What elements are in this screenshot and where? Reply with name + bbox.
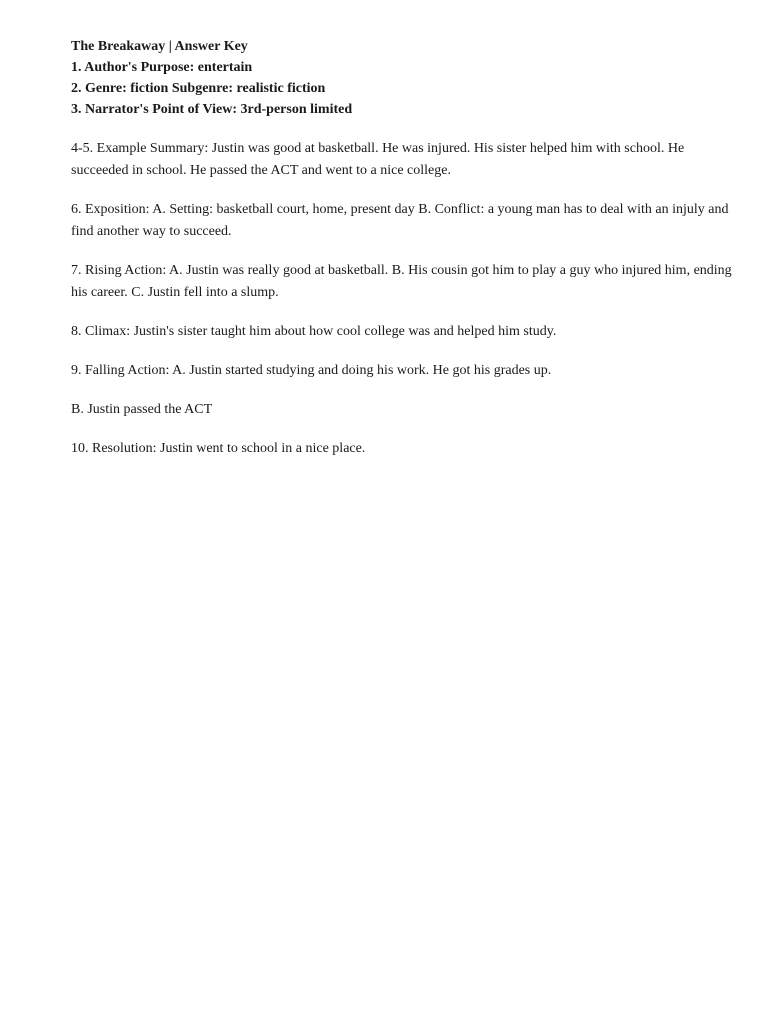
answer-key-header (71, 36, 743, 120)
climax: 8. Climax: Justin's sister taught him about how cool college was and helped him study. (71, 324, 557, 339)
narrator-point-of-view: 3. Narrator's Point of View: 3rd-person limited (71, 102, 353, 117)
genre: 2. Genre: fiction Subgenre: realistic fiction (71, 81, 326, 96)
exposition: 6. Exposition: A. Setting: basketball court, home, present day B. Conflict: a young man has to deal with an injuly and find another way to succeed. (71, 202, 729, 239)
falling-action-b: B. Justin passed the ACT (71, 402, 213, 417)
resolution: 10. Resolution: Justin went to school in a nice place. (71, 441, 366, 456)
rising-action: 7. Rising Action: A. Justin was really good at basketball. B. His cousin got him to play a guy who injured him, ending his career. C. Justin fell into a slump. (71, 263, 732, 300)
example-summary: 4-5. Example Summary: Justin was good at basketball. He was injured. His sister helped him with school. He succeeded in school. He passed the ACT and went to a nice college. (71, 141, 685, 178)
document-title: The Breakaway | Answer Key (71, 39, 248, 54)
document-page (71, 36, 743, 477)
authors-purpose: 1. Author's Purpose: entertain (71, 60, 253, 75)
falling-action: 9. Falling Action: A. Justin started studying and doing his work. He got his grades up. (71, 363, 552, 378)
